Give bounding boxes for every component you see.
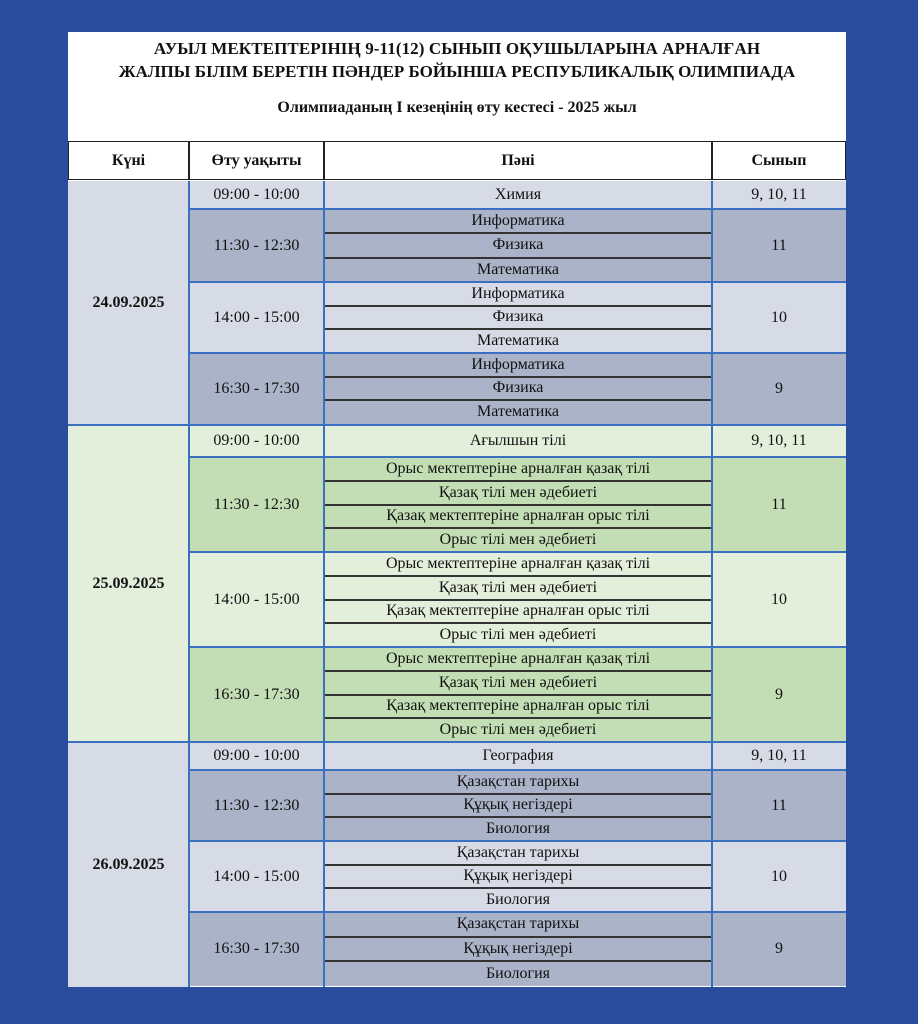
grade-cell: 9	[712, 353, 846, 424]
subject-cell: Орыс тілі мен әдебиеті	[324, 528, 712, 552]
slot-divider	[189, 551, 846, 553]
page-title-line-1: АУЫЛ МЕКТЕПТЕРІНІҢ 9-11(12) СЫНЫП ОҚУШЫЛАРЫНА АРНАЛҒАН	[153, 39, 761, 58]
slot-divider	[189, 840, 846, 842]
page-subtitle: Олимпиаданың І кезеңінің өту кестесі - 2025 жыл	[277, 99, 637, 116]
slot-divider	[189, 352, 846, 354]
subject-cell: Физика	[324, 377, 712, 401]
subject-cell: Қазақ тілі мен әдебиеті	[324, 576, 712, 600]
grade-cell: 9	[712, 912, 846, 986]
subject-cell: Ағылшын тілі	[324, 425, 712, 457]
time-cell: 09:00 - 10:00	[189, 742, 324, 770]
subject-cell: Орыс тілі мен әдебиеті	[324, 623, 712, 647]
slot-divider	[189, 769, 846, 771]
subject-cell: Математика	[324, 329, 712, 353]
slot-divider	[189, 281, 846, 283]
subject-divider	[324, 864, 712, 866]
subject-divider	[324, 936, 712, 938]
subject-divider	[324, 793, 712, 795]
subject-divider	[324, 960, 712, 962]
slot-divider	[189, 208, 846, 210]
time-cell: 11:30 - 12:30	[189, 209, 324, 282]
subject-cell: Қазақстан тарихы	[324, 912, 712, 937]
subject-cell: Қазақ мектептеріне арналған орыс тілі	[324, 695, 712, 719]
column-header-time: Өту уақыты	[189, 141, 324, 180]
column-divider	[323, 181, 325, 987]
subject-divider	[324, 376, 712, 378]
grade-cell: 9, 10, 11	[712, 742, 846, 770]
subject-cell: Құқық негіздері	[324, 794, 712, 818]
date-cell: 24.09.2025	[68, 181, 189, 425]
subject-cell: Информатика	[324, 282, 712, 306]
day-divider	[68, 741, 846, 743]
subject-divider	[324, 575, 712, 577]
subject-cell: Физика	[324, 306, 712, 330]
time-cell: 11:30 - 12:30	[189, 457, 324, 552]
subject-cell: Қазақ тілі мен әдебиеті	[324, 481, 712, 505]
time-cell: 11:30 - 12:30	[189, 770, 324, 841]
date-cell: 25.09.2025	[68, 425, 189, 742]
subject-divider	[324, 305, 712, 307]
subject-divider	[324, 527, 712, 529]
subject-cell: Математика	[324, 400, 712, 424]
time-cell: 14:00 - 15:00	[189, 282, 324, 353]
grade-cell: 10	[712, 282, 846, 353]
subject-divider	[324, 622, 712, 624]
subject-cell: Орыс мектептеріне арналған қазақ тілі	[324, 647, 712, 671]
subject-divider	[324, 480, 712, 482]
time-cell: 14:00 - 15:00	[189, 552, 324, 647]
slot-divider	[189, 646, 846, 648]
subject-divider	[324, 599, 712, 601]
subject-cell: Қазақ мектептеріне арналған орыс тілі	[324, 505, 712, 529]
subject-cell: Қазақстан тарихы	[324, 841, 712, 865]
slot-divider	[189, 911, 846, 913]
subject-divider	[324, 694, 712, 696]
grade-cell: 11	[712, 770, 846, 841]
subject-divider	[324, 887, 712, 889]
subject-cell: Физика	[324, 233, 712, 257]
schedule-sheet	[68, 32, 846, 987]
subject-cell: Биология	[324, 961, 712, 986]
time-cell: 09:00 - 10:00	[189, 425, 324, 457]
column-divider	[711, 181, 713, 987]
subject-cell: Құқық негіздері	[324, 865, 712, 889]
time-cell: 09:00 - 10:00	[189, 181, 324, 209]
slot-divider	[189, 456, 846, 458]
subject-divider	[324, 717, 712, 719]
subject-cell: Химия	[324, 181, 712, 209]
subject-cell: Информатика	[324, 353, 712, 377]
time-cell: 16:30 - 17:30	[189, 647, 324, 742]
subject-cell: Қазақ тілі мен әдебиеті	[324, 671, 712, 695]
subject-divider	[324, 328, 712, 330]
subject-divider	[324, 232, 712, 234]
subject-cell: Биология	[324, 817, 712, 841]
subject-cell: Орыс мектептеріне арналған қазақ тілі	[324, 457, 712, 481]
subject-cell: Информатика	[324, 209, 712, 233]
subject-divider	[324, 816, 712, 818]
subject-divider	[324, 504, 712, 506]
date-cell: 26.09.2025	[68, 742, 189, 987]
column-header-subject: Пәні	[324, 141, 712, 180]
grade-cell: 10	[712, 552, 846, 647]
page-title-line-2: ЖАЛПЫ БІЛІМ БЕРЕТІН ПӘНДЕР БОЙЫНША РЕСПУБЛИКАЛЫҚ ОЛИМПИАДА	[118, 62, 796, 81]
subject-cell: Математика	[324, 258, 712, 282]
time-cell: 16:30 - 17:30	[189, 912, 324, 986]
subject-cell: Қазақстан тарихы	[324, 770, 712, 794]
column-header-grade: Сынып	[712, 141, 846, 180]
grade-cell: 11	[712, 457, 846, 552]
day-divider	[68, 424, 846, 426]
subject-cell: География	[324, 742, 712, 770]
subject-cell: Орыс тілі мен әдебиеті	[324, 718, 712, 742]
grade-cell: 9, 10, 11	[712, 425, 846, 457]
subject-divider	[324, 670, 712, 672]
column-header-date: Күні	[68, 141, 189, 180]
schedule-table	[68, 141, 846, 987]
grade-cell: 9, 10, 11	[712, 181, 846, 209]
subject-divider	[324, 399, 712, 401]
time-cell: 16:30 - 17:30	[189, 353, 324, 424]
grade-cell: 10	[712, 841, 846, 912]
subject-cell: Қазақ мектептеріне арналған орыс тілі	[324, 600, 712, 624]
subject-cell: Құқық негіздері	[324, 937, 712, 962]
subject-cell: Орыс мектептеріне арналған қазақ тілі	[324, 552, 712, 576]
grade-cell: 11	[712, 209, 846, 282]
grade-cell: 9	[712, 647, 846, 742]
time-cell: 14:00 - 15:00	[189, 841, 324, 912]
subject-cell: Биология	[324, 888, 712, 912]
subject-divider	[324, 257, 712, 259]
column-divider	[188, 181, 190, 987]
